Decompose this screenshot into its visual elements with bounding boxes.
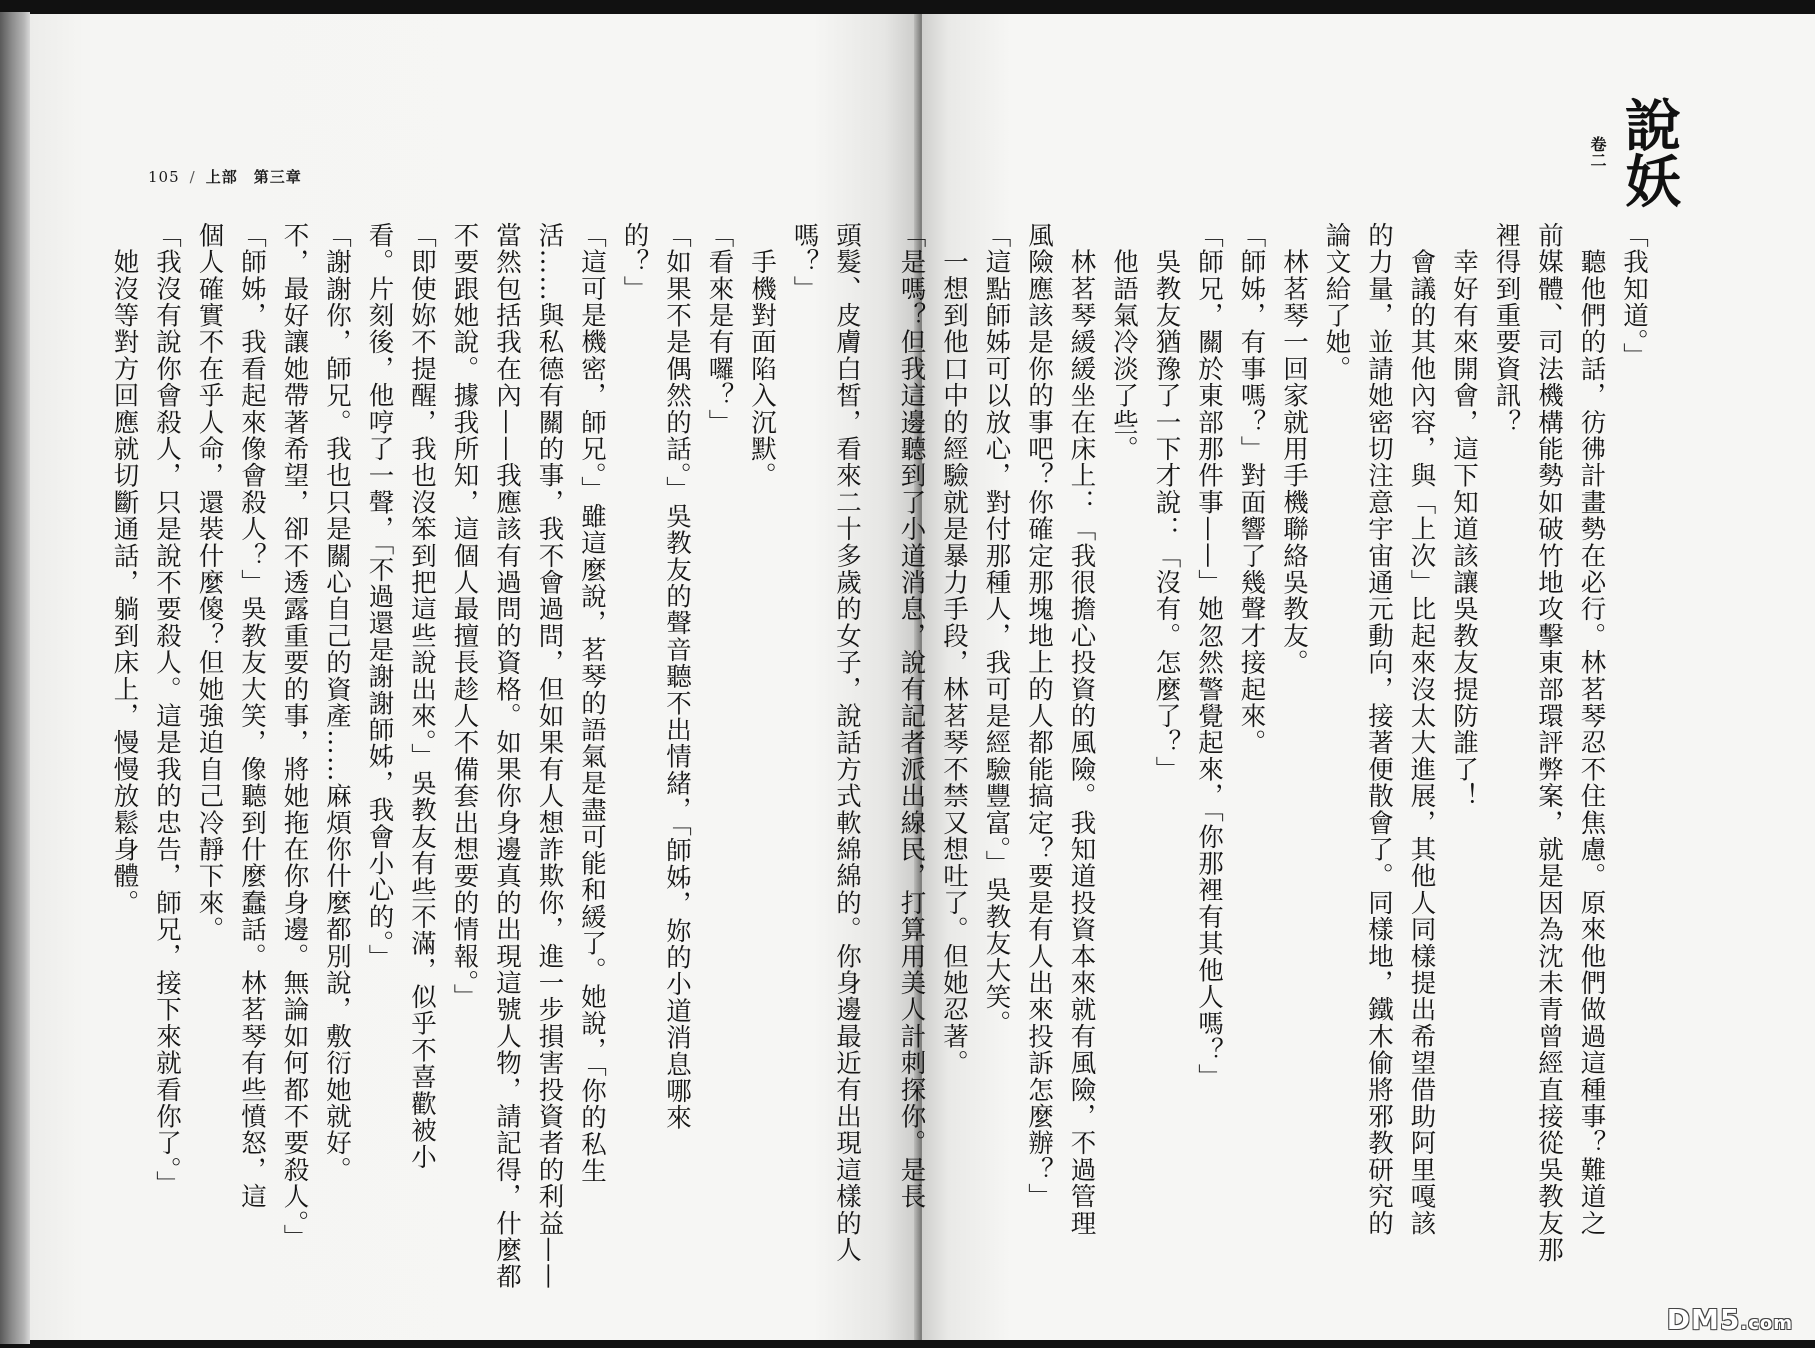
left-text-column: 當然包括我在內——我應該有過問的資格。如果你身邊真的出現這號人物，請記得，什麼都 — [492, 222, 522, 1290]
left-text-column: 「如果不是偶然的話。」吳教友的聲音聽不出情緒，「師姊，妳的小道消息哪來 — [662, 222, 692, 1131]
left-body-text — [103, 222, 868, 1302]
right-text-column: 「這點師姊可以放心，對付那種人，我可是經驗豐富。」吳教友大笑。 — [981, 222, 1012, 1037]
right-text-column: 會議的其他內容，與「上次」比起來沒太大進展，其他人同樣提出希望借助阿里嘎該 — [1406, 222, 1437, 1237]
left-text-column: 不，最好讓她帶著希望，卻不透露重要的事，將她拖在你身邊。無論如何都不要殺人。」 — [279, 222, 310, 1251]
left-text-column: 她沒等對方回應就切斷通話，躺到床上，慢慢放鬆身體。 — [109, 222, 140, 917]
left-text-column: 活……與私德有關的事，我不會過問，但如果有人想詐欺你，進一步損害投資者的利益—— — [534, 222, 565, 1290]
left-text-column: 「這可是機密，師兄。」雖這麼說，茗琴的語氣是盡可能和緩了。她說，「你的私生 — [577, 222, 607, 1185]
right-text-column: 前媒體、司法機構能勢如破竹地攻擊東部環評弊案，就是因為沈未青曾經直接從吳教友那 — [1534, 222, 1564, 1264]
part-label: 上部 — [205, 168, 238, 186]
left-text-column: 個人確實不在乎人命，還裝什麼傻？但她強迫自己冷靜下來。 — [194, 222, 225, 943]
right-text-column: 吳教友猶豫了一下才說：「沒有。怎麼了？」 — [1151, 222, 1182, 783]
right-text-column: 聽他們的話，彷彿計畫勢在必行。林茗琴忍不住焦慮。原來他們做過這種事？難道之 — [1576, 222, 1607, 1237]
right-text-column: 一想到他口中的經驗就是暴力手段，林茗琴不禁又想吐了。但她忍著。 — [939, 222, 969, 1077]
left-text-column: 「看來是有囉？」 — [704, 222, 735, 436]
right-text-column: 「是嗎？但我這邊聽到了小道消息，說有記者派出線民，打算用美人計刺探你。是長 — [896, 222, 927, 1210]
logo-title: 說妖 — [1616, 96, 1682, 208]
right-text-column: 風險應該是你的事吧？你確定那塊地上的人都能搞定？要是有人出來投訴怎麼辦？」 — [1024, 222, 1054, 1210]
left-text-column: 的？」 — [619, 222, 650, 303]
left-page — [30, 14, 920, 1340]
header-separator: / — [189, 168, 196, 186]
right-text-column: 林茗琴緩緩坐在床上：「我很擔心投資的風險。我知道投資本來就有風險，不過管理 — [1066, 222, 1097, 1237]
right-text-column: 「我知道。」 — [1619, 222, 1649, 370]
right-text-column: 裡得到重要資訊？ — [1491, 222, 1522, 436]
right-text-column: 的力量，並請她密切注意宇宙通元動向，接著便散會了。同樣地，鐵木偷將邪教研究的 — [1364, 222, 1394, 1237]
chapter-label: 第三章 — [253, 168, 302, 186]
watermark-text: DM5 — [1666, 1303, 1741, 1336]
right-text-column: 「師姊，有事嗎？」對面響了幾聲才接起來。 — [1236, 222, 1267, 756]
left-text-column: 「我沒有說你會殺人，只是說不要殺人。這是我的忠告，師兄，接下來就看你了。」 — [152, 222, 182, 1198]
right-text-column: 他語氣冷淡了些。 — [1109, 222, 1139, 463]
left-text-column: 頭髮、皮膚白皙，看來二十多歲的女子，說話方式軟綿綿的。你身邊最近有出現這樣的人 — [832, 222, 862, 1264]
watermark-suffix: .com — [1740, 1313, 1793, 1334]
logo-volume: 卷二 — [1588, 136, 1607, 168]
right-body-text — [890, 222, 1655, 1302]
left-text-column: 嗎？」 — [789, 222, 820, 303]
right-text-column: 林茗琴一回家就用手機聯絡吳教友。 — [1279, 222, 1309, 676]
right-text-column: 論文給了她。 — [1321, 222, 1352, 383]
book-title-logo — [1580, 96, 1690, 226]
site-watermark — [1667, 1303, 1793, 1336]
left-text-column: 「師姊，我看起來像會殺人？」吳教友大笑，像聽到什麼蠢話。林茗琴有些憤怒，這 — [237, 222, 267, 1210]
left-text-column: 看。片刻後，他哼了一聲，「不過還是謝謝師姊，我會小心的。」 — [364, 222, 395, 971]
left-text-column: 手機對面陷入沉默。 — [747, 222, 777, 489]
left-text-column: 「謝謝你，師兄。我也只是關心自己的資產……麻煩你什麼都別說，敷衍她就好。 — [322, 222, 352, 1184]
left-text-column: 不要跟她說。據我所知，這個人最擅長趁人不備套出想要的情報。」 — [449, 222, 480, 1011]
page-number: 105 — [148, 168, 180, 186]
running-header — [148, 166, 302, 187]
page-edges — [0, 12, 30, 1344]
right-text-column: 「師兄，關於東部那件事——」她忽然警覺起來，「你那裡有其他人嗎？」 — [1194, 222, 1224, 1091]
left-text-column: 「即使妳不提醒，我也沒笨到把這些說出來。」吳教友有些不滿，似乎不喜歡被小 — [407, 222, 437, 1171]
right-text-column: 幸好有來開會，這下知道該讓吳教友提防誰了！ — [1449, 222, 1479, 810]
